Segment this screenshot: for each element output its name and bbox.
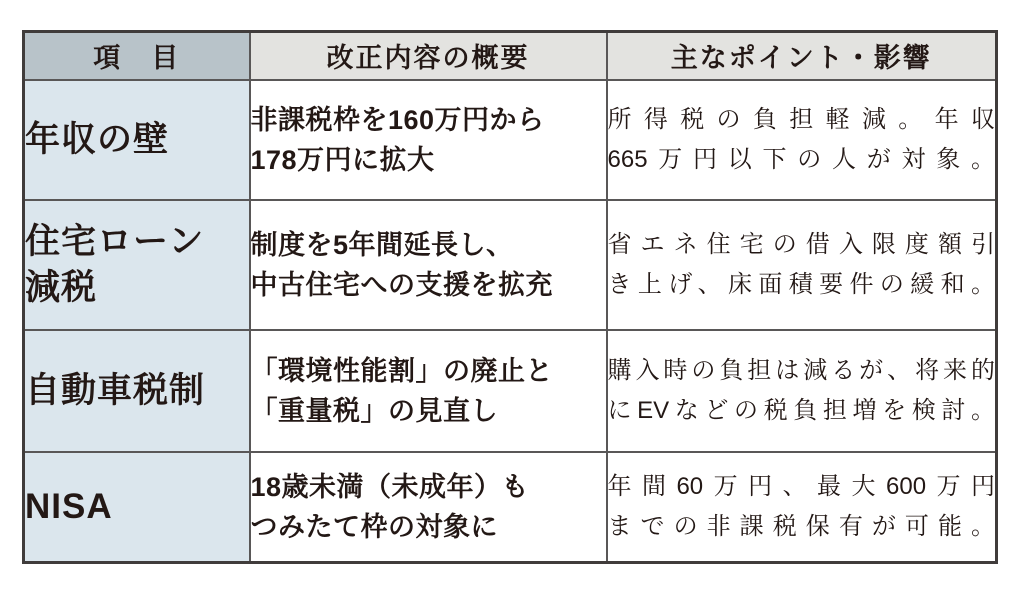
summary-cell	[250, 452, 607, 563]
points-text: 購入時の負担は減るが、将来的	[607, 356, 995, 384]
table-row	[24, 330, 997, 452]
table-row	[24, 452, 997, 563]
points-text: 665万円以下の人が対象。	[607, 145, 995, 173]
header-cell-item: 項 目	[24, 32, 250, 80]
summary-cell	[250, 330, 607, 452]
points-text: 省エネ住宅の借入限度額引	[607, 230, 995, 258]
item-label: 自動車税制	[25, 370, 206, 410]
item-label: NISA	[25, 486, 113, 526]
header-cell-summary: 改正内容の概要	[250, 32, 607, 80]
table-row	[24, 80, 997, 200]
header-cell-points: 主なポイント・影響	[607, 32, 997, 80]
tax-reform-table	[22, 30, 998, 564]
summary-text: 178万円に拡大	[250, 144, 435, 175]
summary-text: 「重量税」の見直し	[250, 395, 498, 426]
summary-text: 非課税枠を160万円から	[250, 104, 545, 135]
table-row	[24, 200, 997, 330]
item-cell	[24, 330, 250, 452]
points-text: き上げ、床面積要件の緩和。	[607, 270, 995, 298]
summary-text: つみたて枠の対象に	[250, 511, 498, 542]
points-cell	[607, 200, 997, 330]
points-cell	[607, 452, 997, 563]
points-cell	[607, 80, 997, 200]
table-header-row	[24, 32, 997, 80]
summary-text: 18歳未満（未成年）も	[250, 471, 530, 502]
summary-cell	[250, 200, 607, 330]
points-text: 年間60万円、最大600万円	[607, 472, 995, 500]
points-text: 所得税の負担軽減。年収	[607, 105, 995, 133]
item-label: 年収の壁	[25, 119, 170, 159]
summary-cell	[250, 80, 607, 200]
item-label: 減税	[25, 267, 98, 307]
summary-text: 制度を5年間延長し、	[250, 229, 514, 260]
points-cell	[607, 330, 997, 452]
summary-text: 中古住宅への支援を拡充	[250, 269, 553, 300]
points-text: までの非課税保有が可能。	[607, 512, 995, 540]
item-label: 住宅ローン	[25, 221, 205, 261]
points-text: にEVなどの税負担増を検討。	[607, 396, 995, 424]
item-cell	[24, 452, 250, 563]
summary-text: 「環境性能割」の廃止と	[250, 355, 553, 386]
item-cell	[24, 80, 250, 200]
item-cell	[24, 200, 250, 330]
